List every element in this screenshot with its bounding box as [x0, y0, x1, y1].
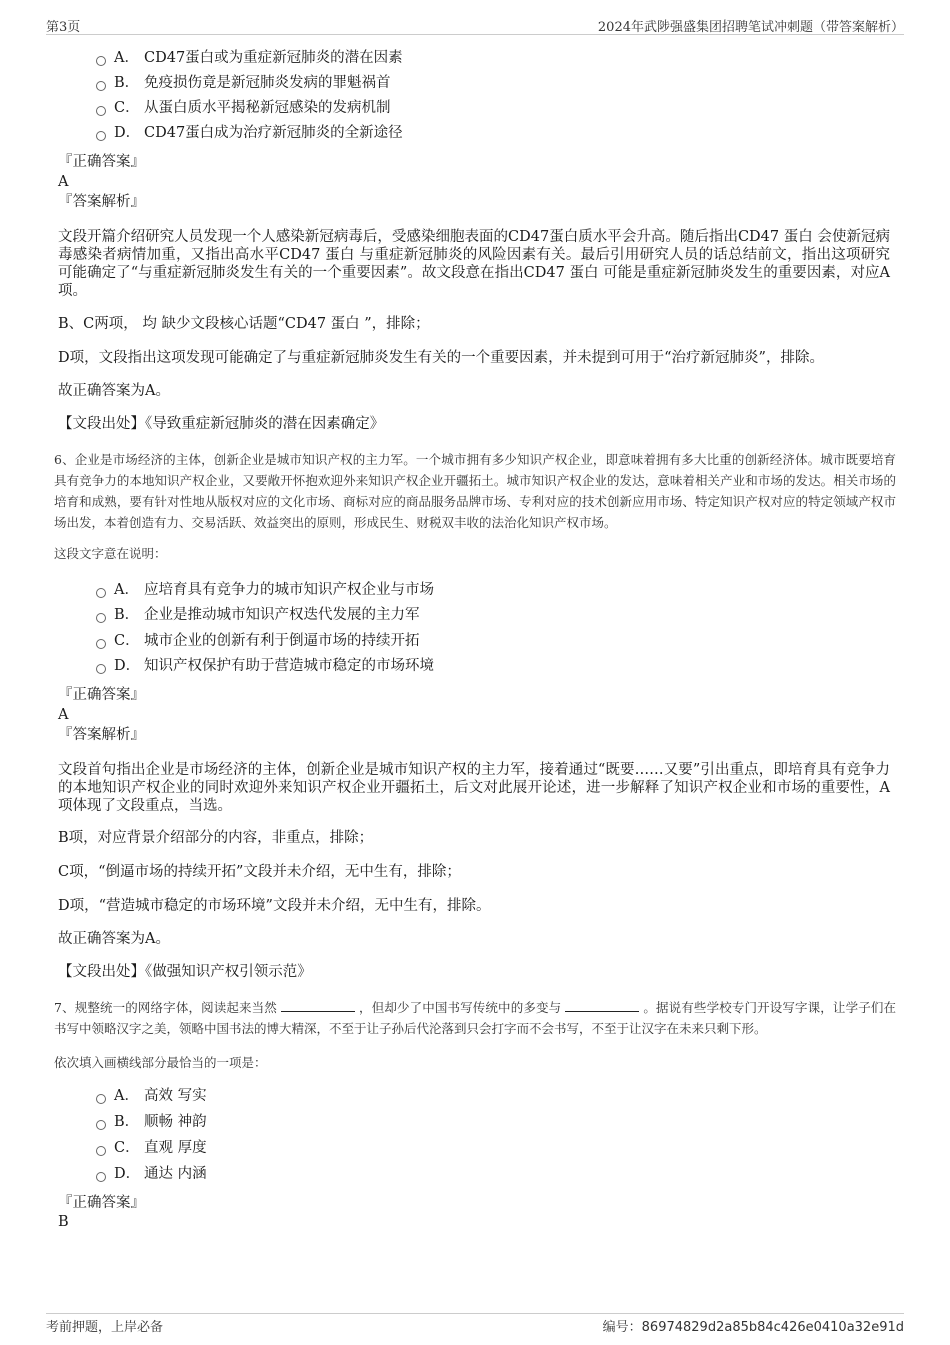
page-footer — [46, 1313, 904, 1336]
q7-option-c[interactable]: C． 直观 厚度 — [96, 1138, 207, 1158]
page-header — [46, 14, 904, 35]
q7-answer-label: 『正确答案』 — [58, 1195, 145, 1211]
q6-question-text: 6、企业是市场经济的主体，创新企业是城市知识产权的主力军。一个城市拥有多少知识产权企业，即意味着拥有多大比重的创新经济体。城市既要培育具有竞争力的本地知识产权企业，又要敞开怀抱欢迎外来知识产权企业开疆拓土。城市知识产权企业的发达，意味着相关产业和市场的发达。相关市场的培育和成熟，要有针对性地从版权对应的文化市场、商标对应的商品服务品牌市场、专利对应的技术创新应用市场、特定知识产权对应的特定领域产权市场出发，本着创造有力、交易活跃、效益突出的原则，形成民生、财税双丰收的法治化知识产权市场。 — [54, 452, 896, 530]
q7-option-b[interactable]: B． 顺畅 神韵 — [96, 1112, 207, 1132]
fill-blank — [281, 999, 355, 1012]
radio-icon[interactable] — [96, 131, 106, 141]
footer-slogan: 考前押题，上岸必备 — [46, 1320, 164, 1335]
radio-icon[interactable] — [96, 639, 106, 649]
q5-analysis-label: 『答案解析』 — [58, 194, 145, 210]
radio-icon[interactable] — [96, 1120, 106, 1130]
q5-option-a[interactable]: A． CD47蛋白或为重症新冠肺炎的潜在因素 — [96, 48, 403, 68]
q6-option-b[interactable]: B． 企业是推动城市知识产权迭代发展的主力军 — [96, 605, 420, 625]
q5-answer-label: 『正确答案』 — [58, 154, 145, 170]
document-title: 2024年武陟强盛集团招聘笔试冲刺题（带答案解析） — [597, 20, 904, 35]
footer-serial: 编号：86974829d2a85b84c426e0410a32e91d — [602, 1320, 904, 1335]
radio-icon[interactable] — [96, 1094, 106, 1104]
radio-icon[interactable] — [96, 1172, 106, 1182]
q5-analysis-paragraph: B、C两项， 均 缺少文段核心话题“CD47 蛋白 ”，排除； — [58, 316, 430, 332]
q6-analysis-paragraph: C项，“倒逼市场的持续开拓”文段并未介绍，无中生有，排除； — [58, 864, 461, 880]
q6-analysis-paragraph: B项，对应背景介绍部分的内容，非重点，排除； — [58, 830, 374, 846]
radio-icon[interactable] — [96, 664, 106, 674]
q5-option-b[interactable]: B． 免疫损伤竟是新冠肺炎发病的罪魁祸首 — [96, 73, 391, 93]
q7-answer: B — [58, 1214, 69, 1230]
q6-analysis-paragraph: 文段首句指出企业是市场经济的主体，创新企业是城市知识产权的主力军，接着通过“既要……又要”引出重点，即培育具有竞争力的本地知识产权企业的同时欢迎外来知识产权企业开疆拓土，后文对此展开论述，进一步解释了知识产权企业和市场的重要性，A项体现了文段重点，当选。 — [58, 762, 890, 814]
q7-question-text: 7、规整统一的网络字体，阅读起来当然 ，但却少了中国书写传统中的多变与 。据说有些学校专门开设写字课，让学子们在书写中领略汉字之美，领略中国书法的博大精深，不至于让子孙后代沦落到只会打字而不会书写，不至于让汉字在未来只剩下形。 — [54, 1000, 896, 1036]
q5-analysis-paragraph: 故正确答案为A。 — [58, 383, 170, 399]
q7-option-a[interactable]: A． 高效 写实 — [96, 1086, 207, 1106]
q5-option-d[interactable]: D． CD47蛋白成为治疗新冠肺炎的全新途径 — [96, 123, 403, 143]
q6-option-d[interactable]: D． 知识产权保护有助于营造城市稳定的市场环境 — [96, 656, 434, 676]
q6-analysis-paragraph: 故正确答案为A。 — [58, 931, 170, 947]
q7-prompt: 依次填入画横线部分最恰当的一项是： — [54, 1055, 267, 1070]
q6-analysis-paragraph: D项，“营造城市稳定的市场环境”文段并未介绍，无中生有，排除。 — [58, 898, 491, 914]
radio-icon[interactable] — [96, 1146, 106, 1156]
q6-prompt: 这段文字意在说明： — [54, 546, 167, 561]
q6-option-c[interactable]: C． 城市企业的创新有利于倒逼市场的持续开拓 — [96, 631, 420, 651]
q6-option-a[interactable]: A． 应培育具有竞争力的城市知识产权企业与市场 — [96, 580, 434, 600]
q6-answer: A — [58, 707, 69, 723]
page-number: 第3页 — [46, 20, 81, 35]
radio-icon[interactable] — [96, 81, 106, 91]
radio-icon[interactable] — [96, 588, 106, 598]
radio-icon[interactable] — [96, 106, 106, 116]
radio-icon[interactable] — [96, 56, 106, 66]
q6-source: 【文段出处】《做强知识产权引领示范》 — [58, 964, 312, 980]
q6-answer-label: 『正确答案』 — [58, 687, 145, 703]
q5-option-c[interactable]: C． 从蛋白质水平揭秘新冠感染的发病机制 — [96, 98, 391, 118]
q7-option-d[interactable]: D． 通达 内涵 — [96, 1164, 207, 1184]
radio-icon[interactable] — [96, 613, 106, 623]
q5-analysis-paragraph: 文段开篇介绍研究人员发现一个人感染新冠病毒后，受感染细胞表面的CD47蛋白质水平会升高。随后指出CD47 蛋白 会使新冠病毒感染者病情加重，又指出高水平CD47 蛋白 与重症新冠肺炎的风险因素有关。最后引用研究人员的话总结前文，指出这项研究可能确定了“与重症新冠肺炎发生有关的一个重要因素”。故文段意在指出CD47 蛋白 可能是重症新冠肺炎发生的重要因素，对应A项。 — [58, 229, 890, 299]
q6-analysis-label: 『答案解析』 — [58, 727, 145, 743]
q5-source: 【文段出处】《导致重症新冠肺炎的潜在因素确定》 — [58, 416, 385, 432]
q5-answer: A — [58, 174, 69, 190]
fill-blank — [565, 999, 639, 1012]
q5-analysis-paragraph: D项，文段指出这项发现可能确定了与重症新冠肺炎发生有关的一个重要因素，并未提到可用于“治疗新冠肺炎”，排除。 — [58, 350, 824, 366]
serial-number: 86974829d2a85b84c426e0410a32e91d — [641, 1320, 904, 1335]
